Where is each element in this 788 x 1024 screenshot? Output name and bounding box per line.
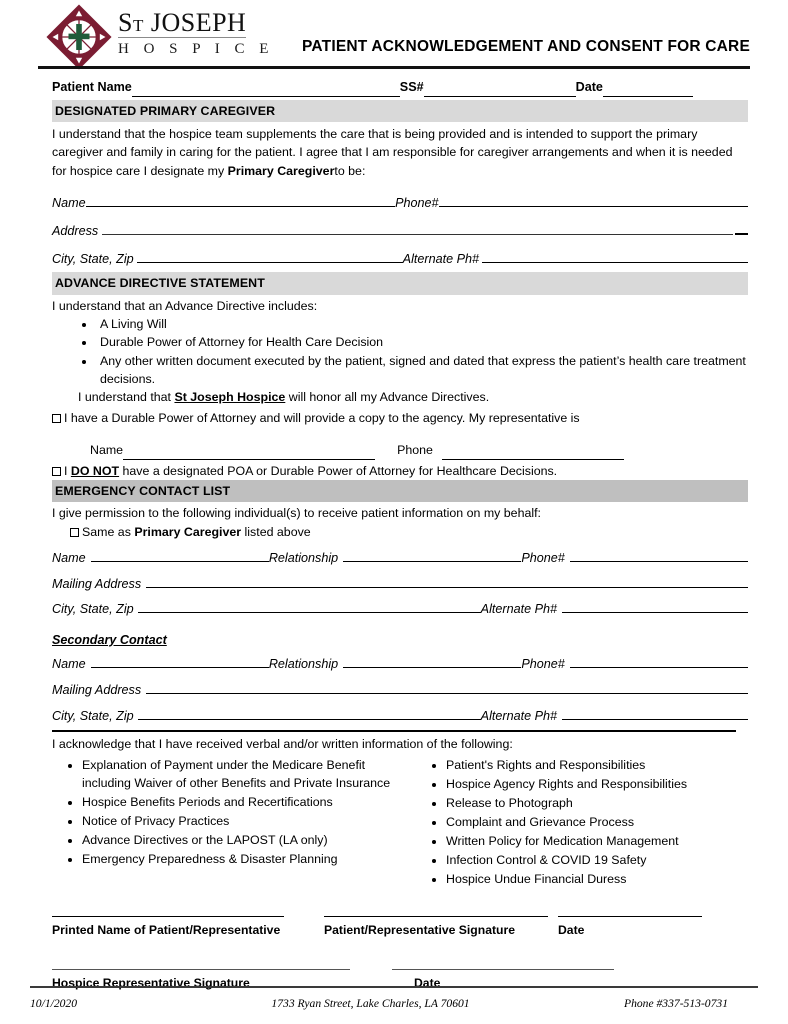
poa-no-post: have a designated POA or Durable Power of Attorney for Healthcare Decisions. bbox=[119, 463, 558, 478]
hospice-date-cell bbox=[392, 969, 614, 992]
poa-rep-name-input[interactable] bbox=[123, 447, 375, 460]
honor-post: will honor all my Advance Directives. bbox=[285, 390, 490, 405]
poa-yes-checkbox[interactable] bbox=[52, 414, 61, 423]
secondary-contact-address-label: Mailing Address bbox=[52, 683, 142, 698]
caregiver-paragraph-part1: I understand that the hospice team supplements the care that is being provided and is intended to support the primary caregiver and family in caring for the patient. I agree that I am responsible for caregiver arrangements and when it is needed for hospice care I designate my bbox=[52, 126, 733, 178]
list-item: • Written Policy for Medication Management bbox=[446, 833, 748, 851]
primary-contact-name-label: Name bbox=[52, 550, 86, 565]
primary-contact-address-row bbox=[52, 575, 748, 594]
caregiver-altphone-input[interactable] bbox=[482, 250, 748, 262]
list-item: • Notice of Privacy Practices bbox=[82, 813, 412, 831]
footer-revision-date: 10/1/2020 bbox=[30, 997, 78, 1010]
poa-no-checkbox[interactable] bbox=[52, 467, 61, 476]
st-joseph-hospice-bold: St Joseph Hospice bbox=[174, 390, 286, 405]
same-as-caregiver-row bbox=[70, 523, 748, 541]
caregiver-address-row bbox=[52, 222, 748, 241]
signature-block bbox=[52, 916, 748, 992]
secondary-contact-altphone-input[interactable] bbox=[562, 707, 748, 719]
patient-date-label: Date bbox=[558, 923, 585, 938]
list-item: • Emergency Preparedness & Disaster Planning bbox=[82, 851, 412, 869]
acknowledge-block bbox=[52, 736, 748, 890]
primary-contact-relationship-label: Relationship bbox=[268, 550, 339, 565]
primary-caregiver-bold: Primary Caregiver bbox=[227, 163, 335, 178]
acknowledge-section-divider bbox=[52, 730, 736, 732]
poa-rep-phone-input[interactable] bbox=[442, 447, 624, 460]
signature-row-hospice bbox=[52, 969, 748, 992]
brand-wordmark bbox=[118, 10, 274, 57]
brand-joseph: JOSEPH bbox=[150, 8, 247, 37]
secondary-contact-phone-input[interactable] bbox=[570, 656, 748, 668]
list-item: • Any other written document executed by the patient, signed and dated that express the patient’s health care treatment decisions. bbox=[96, 352, 748, 389]
caregiver-paragraph-part2: to be: bbox=[334, 163, 366, 178]
hospice-date-label: Date bbox=[414, 976, 441, 991]
list-item: • Infection Control & COVID 19 Safety bbox=[446, 852, 748, 870]
same-as-bold: Primary Caregiver bbox=[134, 524, 242, 539]
secondary-contact-altphone-label: Alternate Ph# bbox=[480, 708, 557, 723]
caregiver-address-label: Address bbox=[52, 224, 99, 239]
caregiver-altphone-label: Alternate Ph# bbox=[402, 251, 479, 266]
poa-rep-phone-label: Phone bbox=[397, 443, 433, 458]
footer-address: 1733 Ryan Street, Lake Charles, LA 70601 bbox=[271, 997, 470, 1010]
honor-directives-line bbox=[78, 388, 748, 406]
page-title: PATIENT ACKNOWLEDGEMENT AND CONSENT FOR CARE bbox=[302, 38, 750, 55]
patient-name-input[interactable] bbox=[132, 84, 400, 97]
primary-contact-name-row bbox=[52, 549, 748, 568]
logo-cross-icon bbox=[48, 8, 114, 72]
secondary-contact-name-label: Name bbox=[52, 657, 86, 672]
patient-identification-row bbox=[52, 78, 748, 97]
caregiver-address-input[interactable] bbox=[102, 223, 733, 235]
do-not-emphasis: DO NOT bbox=[70, 463, 120, 478]
footer-phone: Phone #337-513-0731 bbox=[623, 997, 728, 1010]
document-header bbox=[0, 0, 788, 72]
acknowledge-left-list bbox=[52, 757, 412, 869]
secondary-contact-name-row bbox=[52, 655, 748, 674]
section-heading-designated-primary-caregiver: DESIGNATED PRIMARY CAREGIVER bbox=[52, 100, 748, 122]
acknowledge-left-column bbox=[52, 757, 412, 890]
primary-contact-address-label: Mailing Address bbox=[52, 576, 142, 591]
caregiver-phone-input[interactable] bbox=[439, 195, 749, 207]
secondary-contact-city-label: City, State, Zip bbox=[52, 708, 134, 723]
same-as-pre: Same as bbox=[82, 524, 135, 539]
hospice-signature-cell bbox=[52, 969, 350, 992]
acknowledge-columns bbox=[52, 757, 748, 890]
patient-name-label: Patient Name bbox=[52, 80, 132, 94]
list-item: • Hospice Benefits Periods and Recertifications bbox=[82, 794, 412, 812]
same-as-post: listed above bbox=[241, 524, 311, 539]
document-body bbox=[52, 78, 748, 992]
caregiver-name-input[interactable] bbox=[86, 195, 396, 207]
list-item: • Release to Photograph bbox=[446, 795, 748, 813]
poa-no-row bbox=[52, 462, 748, 480]
footer-divider bbox=[30, 986, 758, 988]
acknowledge-right-list bbox=[416, 757, 748, 889]
poa-representative-row bbox=[90, 441, 748, 459]
advance-directive-bullet-list bbox=[52, 315, 748, 388]
secondary-contact-phone-label: Phone# bbox=[521, 657, 565, 672]
emergency-intro: I give permission to the following individual(s) to receive patient information on my behalf: bbox=[52, 506, 541, 521]
list-item: • Hospice Agency Rights and Responsibilities bbox=[446, 776, 748, 794]
date-label: Date bbox=[575, 80, 603, 94]
signature-row-patient bbox=[52, 916, 748, 939]
secondary-contact-city-input[interactable] bbox=[138, 707, 481, 719]
same-as-caregiver-checkbox[interactable] bbox=[70, 528, 79, 537]
honor-pre: I understand that bbox=[78, 390, 175, 405]
brand-s: S bbox=[118, 8, 133, 37]
primary-contact-city-label: City, State, Zip bbox=[52, 602, 134, 617]
list-item: • A Living Will bbox=[96, 315, 748, 333]
brand-line-1 bbox=[118, 10, 246, 38]
document-footer bbox=[30, 997, 758, 1010]
secondary-contact-address-row bbox=[52, 681, 748, 700]
patient-signature-label: Patient/Representative Signature bbox=[324, 923, 515, 938]
printed-name-label: Printed Name of Patient/Representative bbox=[52, 923, 281, 938]
printed-name-cell bbox=[52, 916, 284, 939]
secondary-contact-city-row bbox=[52, 707, 748, 726]
primary-contact-name-input[interactable] bbox=[91, 550, 269, 562]
list-item: • Advance Directives or the LAPOST (LA only) bbox=[82, 832, 412, 850]
acknowledge-right-column bbox=[412, 757, 748, 890]
primary-contact-city-row bbox=[52, 600, 748, 619]
secondary-contact-relationship-input[interactable] bbox=[343, 656, 521, 668]
ssn-label: SS# bbox=[399, 80, 424, 94]
caregiver-paragraph bbox=[52, 125, 748, 180]
list-item: • Durable Power of Attorney for Health Care Decision bbox=[96, 333, 748, 351]
header-divider bbox=[38, 66, 750, 69]
secondary-contact-relationship-label: Relationship bbox=[268, 657, 339, 672]
brand-t: T bbox=[132, 16, 144, 35]
poa-yes-row bbox=[52, 409, 748, 427]
list-item: • Hospice Undue Financial Duress bbox=[446, 871, 748, 889]
patient-signature-cell bbox=[324, 916, 548, 939]
secondary-contact-address-input[interactable] bbox=[146, 682, 748, 694]
primary-contact-phone-input[interactable] bbox=[570, 550, 748, 562]
secondary-contact-name-input[interactable] bbox=[91, 656, 269, 668]
primary-contact-altphone-label: Alternate Ph# bbox=[480, 602, 557, 617]
section-heading-advance-directive-statement: ADVANCE DIRECTIVE STATEMENT bbox=[52, 272, 748, 294]
primary-contact-address-input[interactable] bbox=[146, 575, 748, 587]
primary-contact-city-input[interactable] bbox=[138, 601, 481, 613]
primary-contact-relationship-input[interactable] bbox=[343, 550, 521, 562]
caregiver-city-label: City, State, Zip bbox=[52, 251, 134, 266]
acknowledge-intro: I acknowledge that I have received verbal and/or written information of the following: bbox=[52, 737, 513, 752]
list-item: • Patient's Rights and Responsibilities bbox=[446, 757, 748, 775]
date-input[interactable] bbox=[603, 84, 693, 97]
caregiver-name-row bbox=[52, 194, 748, 213]
caregiver-city-row bbox=[52, 250, 748, 269]
poa-yes-label: I have a Durable Power of Attorney and will provide a copy to the agency. My representative is bbox=[64, 410, 580, 425]
poa-rep-name-label: Name bbox=[90, 443, 124, 458]
primary-contact-altphone-input[interactable] bbox=[562, 601, 748, 613]
caregiver-phone-label: Phone# bbox=[395, 196, 439, 211]
caregiver-name-label: Name bbox=[52, 196, 86, 211]
st-joseph-hospice-logo-icon bbox=[48, 8, 114, 72]
secondary-contact-heading: Secondary Contact bbox=[52, 632, 167, 647]
primary-contact-phone-label: Phone# bbox=[521, 550, 565, 565]
section-heading-emergency-contact-list: EMERGENCY CONTACT LIST bbox=[52, 480, 748, 502]
ssn-input[interactable] bbox=[424, 84, 576, 97]
list-item: • Complaint and Grievance Process bbox=[446, 814, 748, 832]
hospice-signature-label: Hospice Representative Signature bbox=[52, 976, 250, 991]
patient-date-cell bbox=[558, 916, 702, 939]
list-item: • Explanation of Payment under the Medicare Benefit including Waiver of other Benefits and Private Insurance bbox=[82, 757, 412, 793]
poa-no-pre: I bbox=[64, 463, 71, 478]
brand-line-2: H O S P I C E bbox=[118, 41, 274, 57]
caregiver-city-input[interactable] bbox=[137, 250, 403, 262]
advance-directive-intro: I understand that an Advance Directive includes: bbox=[52, 298, 318, 313]
caregiver-address-end-mark bbox=[735, 222, 748, 235]
